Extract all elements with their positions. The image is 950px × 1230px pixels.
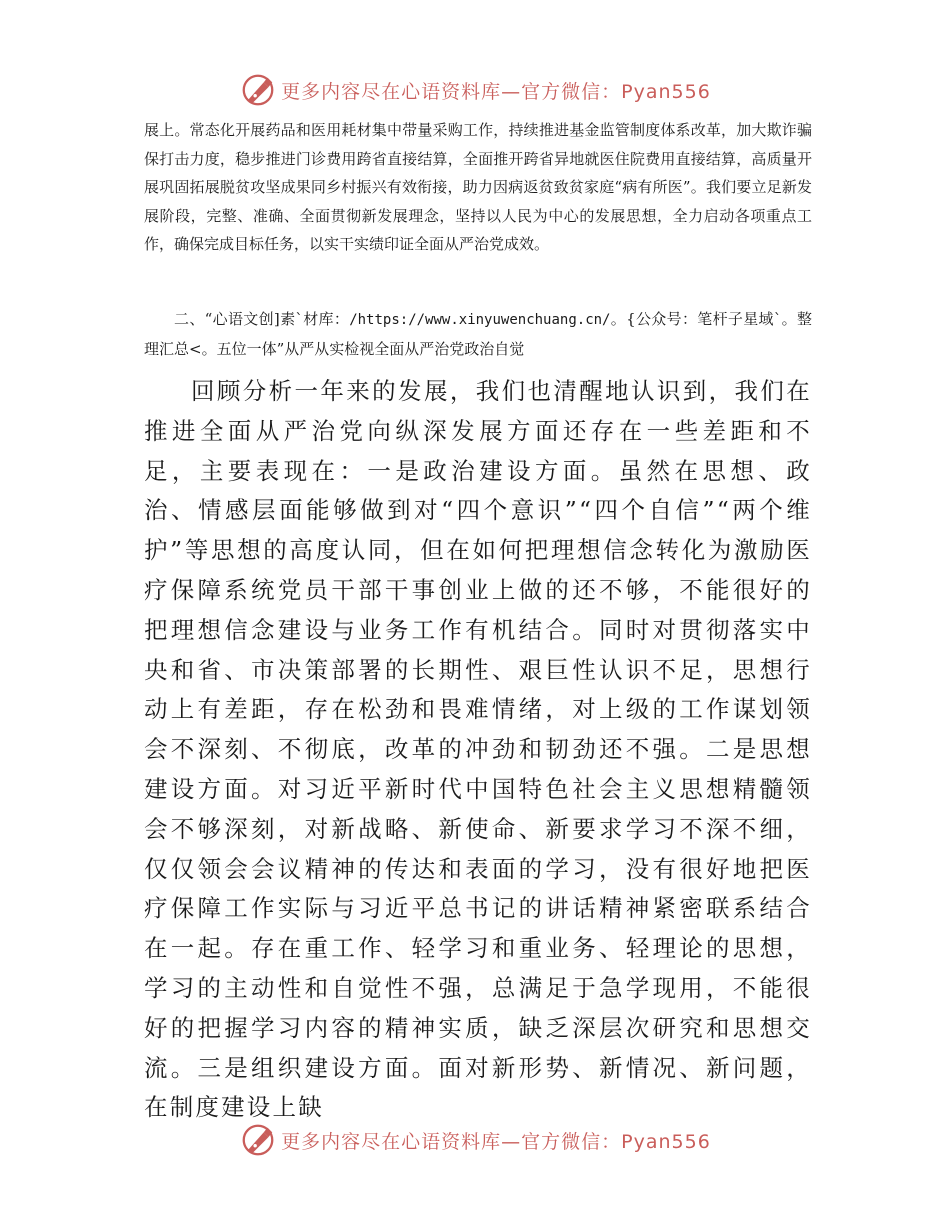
footer-banner (0, 1118, 950, 1162)
footer-banner-text: 更多内容尽在心语资料库—官方微信：Pyan556 (281, 1130, 711, 1153)
body-paragraph: 回顾分析一年来的发展，我们也清醒地认识到，我们在推进全面从严治党向纵深发展方面还存在一些差距和不足，主要表现在：一是政治建设方面。虽然在思想、政治、情感层面能够做到对“四个意识”“四个自信”“两个维护”等思想的高度认同，但在如何把理想信念转化为激励医疗保障系统党员干部干事创业上做的还不够，不能很好的把理想信念建设与业务工作有机结合。同时对贯彻落实中央和省、市决策部署的长期性、艰巨性认识不足，思想行动上有差距，存在松劲和畏难情绪，对上级的工作谋划领会不深刻、不彻底，改革的冲劲和韧劲还不强。二是思想建设方面。对习近平新时代中国特色社会主义思想精髓领会不够深刻，对新战略、新使命、新要求学习不深不细，仅仅领会会议精神的传达和表面的学习，没有很好地把医疗保障工作实际与习近平总书记的讲话精神紧密联系结合在一起。存在重工作、轻学习和重业务、轻理论的思想，学习的主动性和自觉性不强，总满足于急学现用，不能很好的把握学习内容的精神实质，缺乏深层次研究和思想交流。三是组织建设方面。面对新形势、新情况、新问题，在制度建设上缺 (144, 377, 812, 1122)
source-url: /https://www.xinyuwenchuang.cn/ (349, 312, 611, 328)
header-banner (0, 68, 950, 112)
pen-nib-logo-icon (239, 71, 277, 109)
section-heading-two (144, 305, 812, 363)
section-heading-suffix: 。{公众号：笔杆子星域`。整理汇总<。五位一体”从严从实检视全面从严治党政治自觉 (144, 310, 813, 358)
section-heading-prefix: 二、“心语文创]素`材库： (174, 310, 350, 328)
pen-nib-logo-icon (239, 1121, 277, 1159)
header-banner-text: 更多内容尽在心语资料库—官方微信：Pyan556 (281, 80, 711, 103)
paragraph-continued: 展上。常态化开展药品和医用耗材集中带量采购工作，持续推进基金监管制度体系改革，加大欺诈骗保打击力度，稳步推进门诊费用跨省直接结算，全面推开跨省异地就医住院费用直接结算，高质量开展巩固拓展脱贫攻坚成果同乡村振兴有效衔接，助力因病返贫致贫家庭“病有所医”。我们要立足新发展阶段，完整、准确、全面贯彻新发展理念，坚持以人民为中心的发展思想，全力启动各项重点工作，确保完成目标任务，以实干实绩印证全面从严治党成效。 (144, 121, 812, 253)
